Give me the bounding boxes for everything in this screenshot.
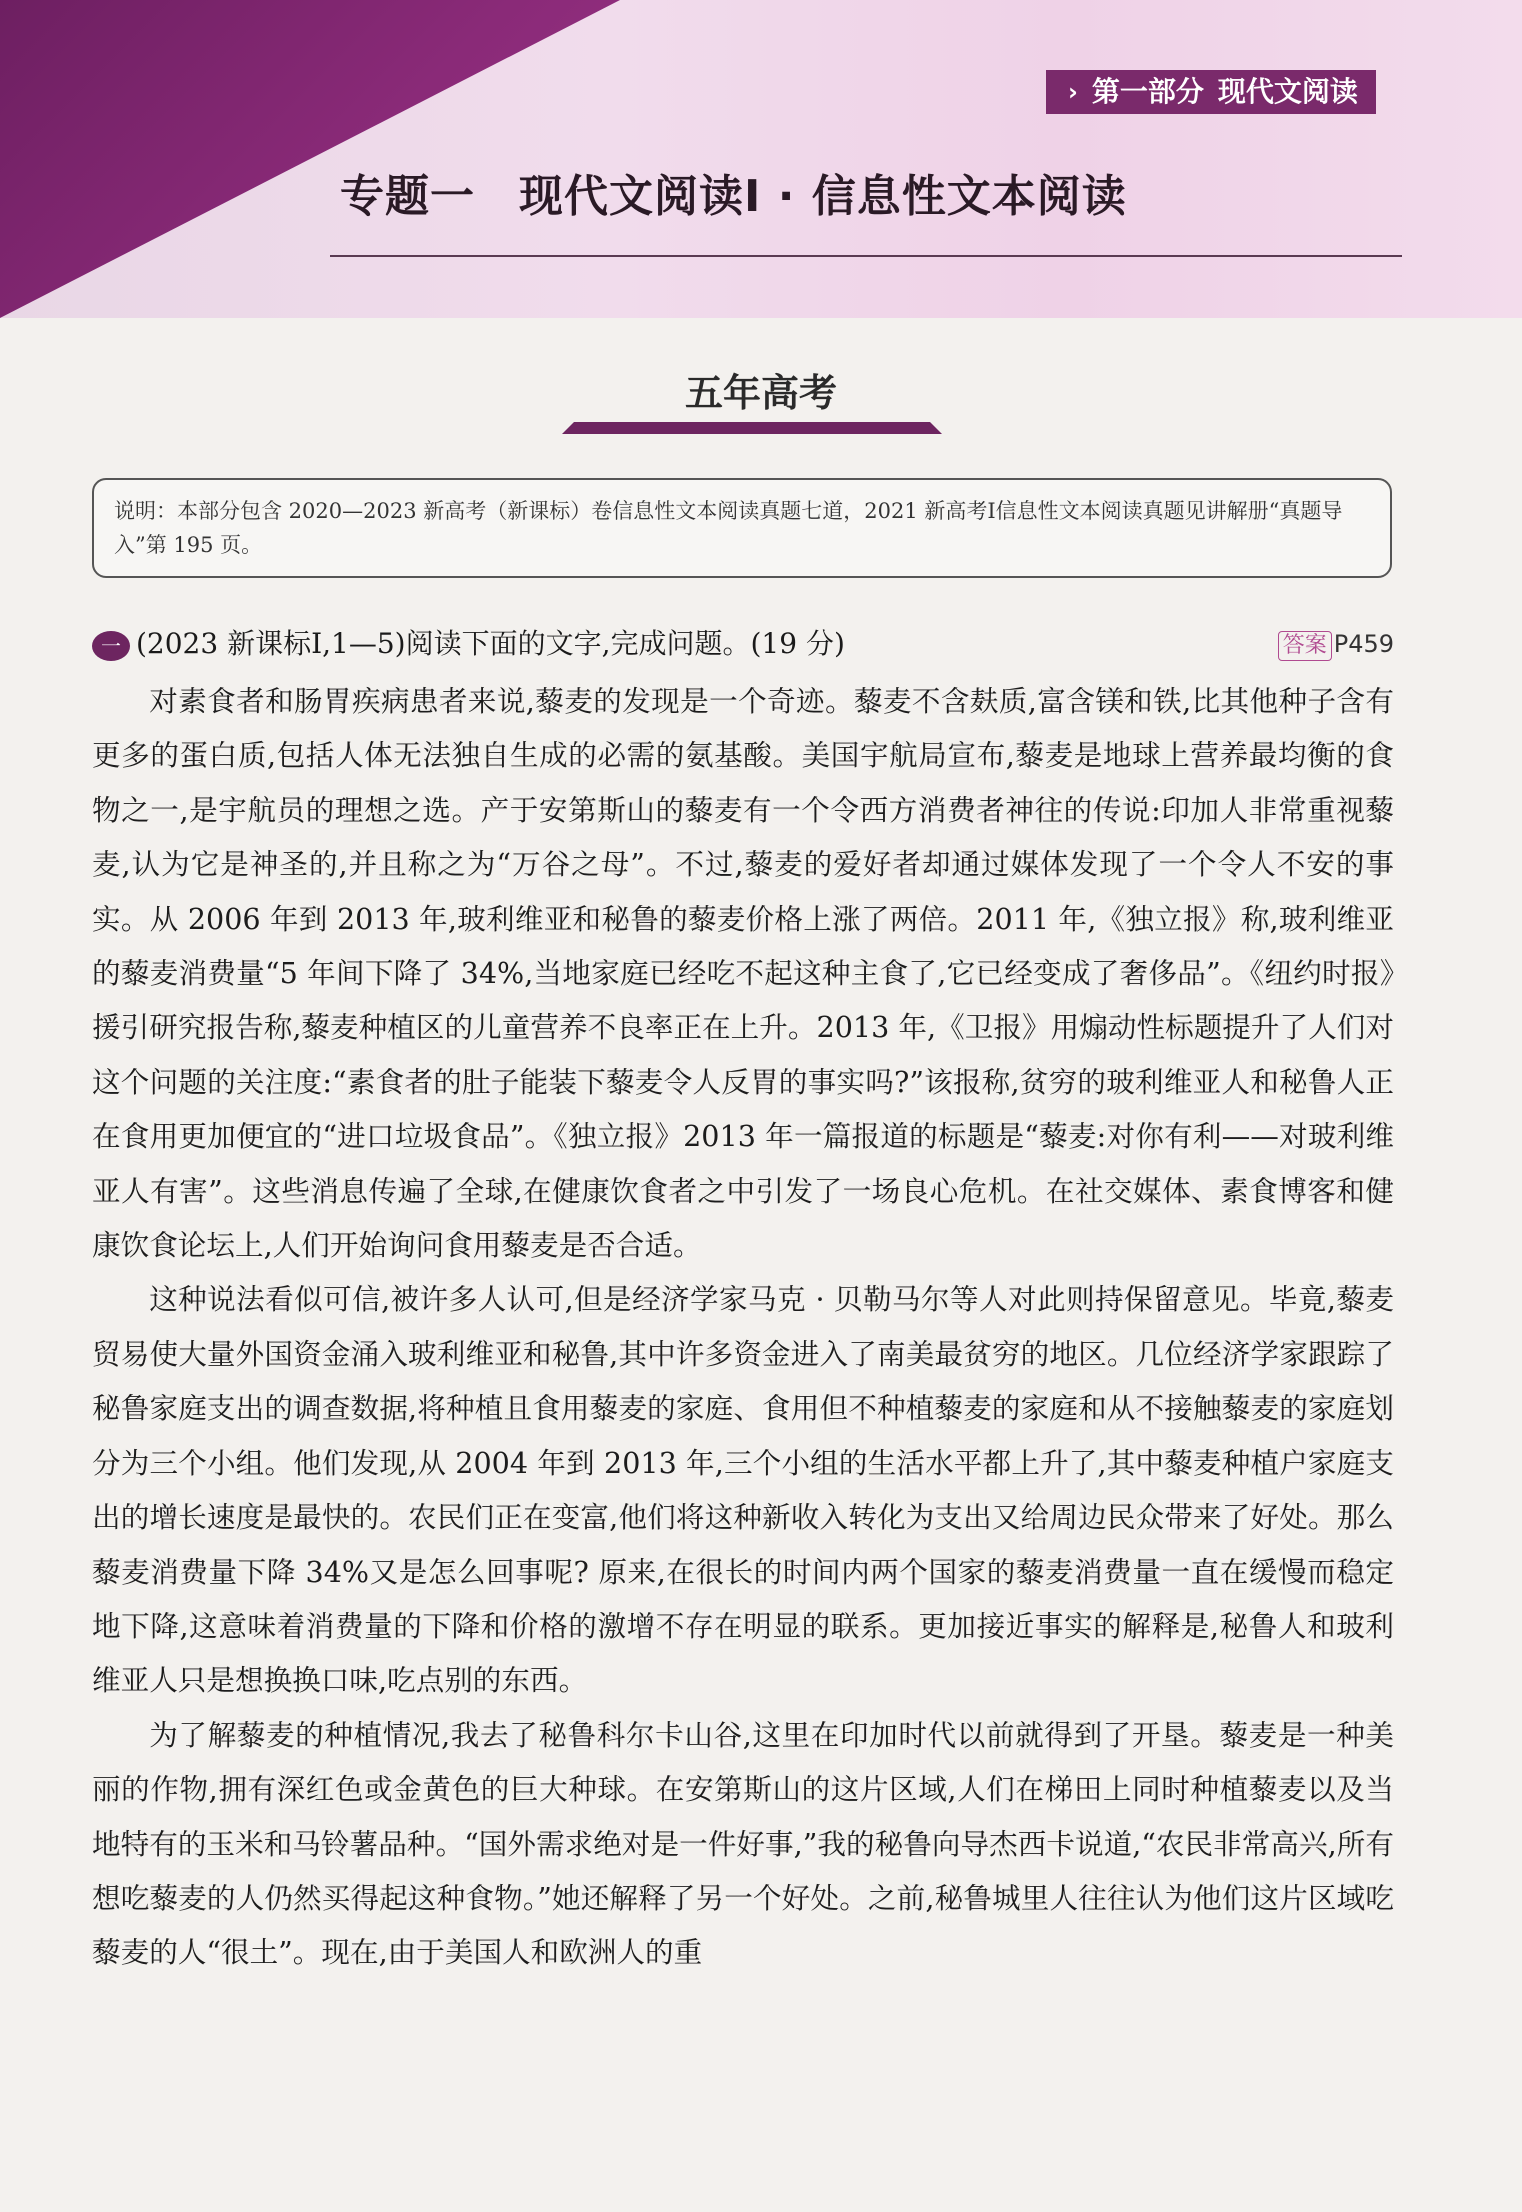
topic-number: 专题一	[340, 171, 475, 222]
answer-tag: 答案	[1278, 631, 1332, 661]
article-paragraph: 为了解藜麦的种植情况,我去了秘鲁科尔卡山谷,这里在印加时代以前就得到了开垦。藜麦是一种美丽的作物,拥有深红色或金黄色的巨大种球。在安第斯山的这片区域,人们在梯田上同时种植藜麦以及当地特有的玉米和马铃薯品种。“国外需求绝对是一件好事,”我的秘鲁向导杰西卡说道,“农民非常高兴,所有想吃藜麦的人仍然买得起这种食物。”她还解释了另一个好处。之前,秘鲁城里人往往认为他们这片区域吃藜麦的人“很土”。现在,由于美国人和欧洲人的重	[92, 1717, 1394, 1970]
answer-page: P459	[1333, 630, 1394, 658]
topic-title-text: 现代文阅读Ⅰ · 信息性文本阅读	[519, 171, 1127, 222]
section-underline	[562, 422, 942, 434]
section-heading: 五年高考	[684, 371, 837, 415]
note-box	[92, 478, 1392, 578]
part-label: 第一部分	[1091, 75, 1204, 108]
article-paragraph: 对素食者和肠胃疾病患者来说,藜麦的发现是一个奇迹。藜麦不含麸质,富含镁和铁,比其他种子含有更多的蛋白质,包括人体无法独自生成的必需的氨基酸。美国宇航局宣布,藜麦是地球上营养最均衡的食物之一,是宇航员的理想之选。产于安第斯山的藜麦有一个令西方消费者神往的传说:印加人非常重视藜麦,认为它是神圣的,并且称之为“万谷之母”。不过,藜麦的爱好者却通过媒体发现了一个令人不安的事实。从 2006 年到 2013 年,玻利维亚和秘鲁的藜麦价格上涨了两倍。2011 年,《独立报》称,玻利维亚的藜麦消费量“5 年间下降了 34%,当地家庭已经吃不起这种主食了,它已经变成了奢侈品”。《纽约时报》援引研究报告称,藜麦种植区的儿童营养不良率正在上升。2013 年,《卫报》用煽动性标题提升了人们对这个问题的关注度:“素食者的肚子能装下藜麦令人反胃的事实吗?”该报称,贫穷的玻利维亚人和秘鲁人正在食用更加便宜的“进口垃圾食品”。《独立报》2013 年一篇报道的标题是“藜麦:对你有利——对玻利维亚人有害”。这些消息传遍了全球,在健康饮食者之中引发了一场良心危机。在社交媒体、素食博客和健康饮食论坛上,人们开始询问食用藜麦是否合适。	[92, 684, 1394, 1263]
page-title	[340, 160, 1127, 224]
part-tag	[1046, 70, 1376, 114]
answer-reference	[1278, 622, 1394, 666]
note-text: 说明：本部分包含 2020—2023 新高考（新课标）卷信息性文本阅读真题七道，2021 新高考Ⅰ信息性文本阅读真题见讲解册“真题导入”第 195 页。	[114, 499, 1343, 557]
article-paragraph: 这种说法看似可信,被许多人认可,但是经济学家马克 · 贝勒马尔等人对此则持保留意见。毕竟,藜麦贸易使大量外国资金涌入玻利维亚和秘鲁,其中许多资金进入了南美最贫穷的地区。几位经济学家跟踪了秘鲁家庭支出的调查数据,将种植且食用藜麦的家庭、食用但不种植藜麦的家庭和从不接触藜麦的家庭划分为三个小组。他们发现,从 2004 年到 2013 年,三个小组的生活水平都上升了,其中藜麦种植户家庭支出的增长速度是最快的。农民们正在变富,他们将这种新收入转化为支出又给周边民众带来了好处。那么藜麦消费量下降 34%又是怎么回事呢? 原来,在很长的时间内两个国家的藜麦消费量一直在缓慢而稳定地下降,这意味着消费量的下降和价格的激增不存在明显的联系。更加接近事实的解释是,秘鲁人和玻利维亚人只是想换换口味,吃点别的东西。	[92, 1282, 1394, 1698]
question-header	[92, 622, 1394, 666]
title-divider	[330, 255, 1402, 257]
question-prompt: (2023 新课标Ⅰ,1—5)阅读下面的文字,完成问题。(19 分)	[136, 627, 845, 660]
question-number-badge: 一	[92, 631, 130, 661]
article-body	[92, 674, 1394, 1980]
part-name: 现代文阅读	[1217, 75, 1358, 108]
chevron-right-icon: ›	[1068, 78, 1078, 106]
